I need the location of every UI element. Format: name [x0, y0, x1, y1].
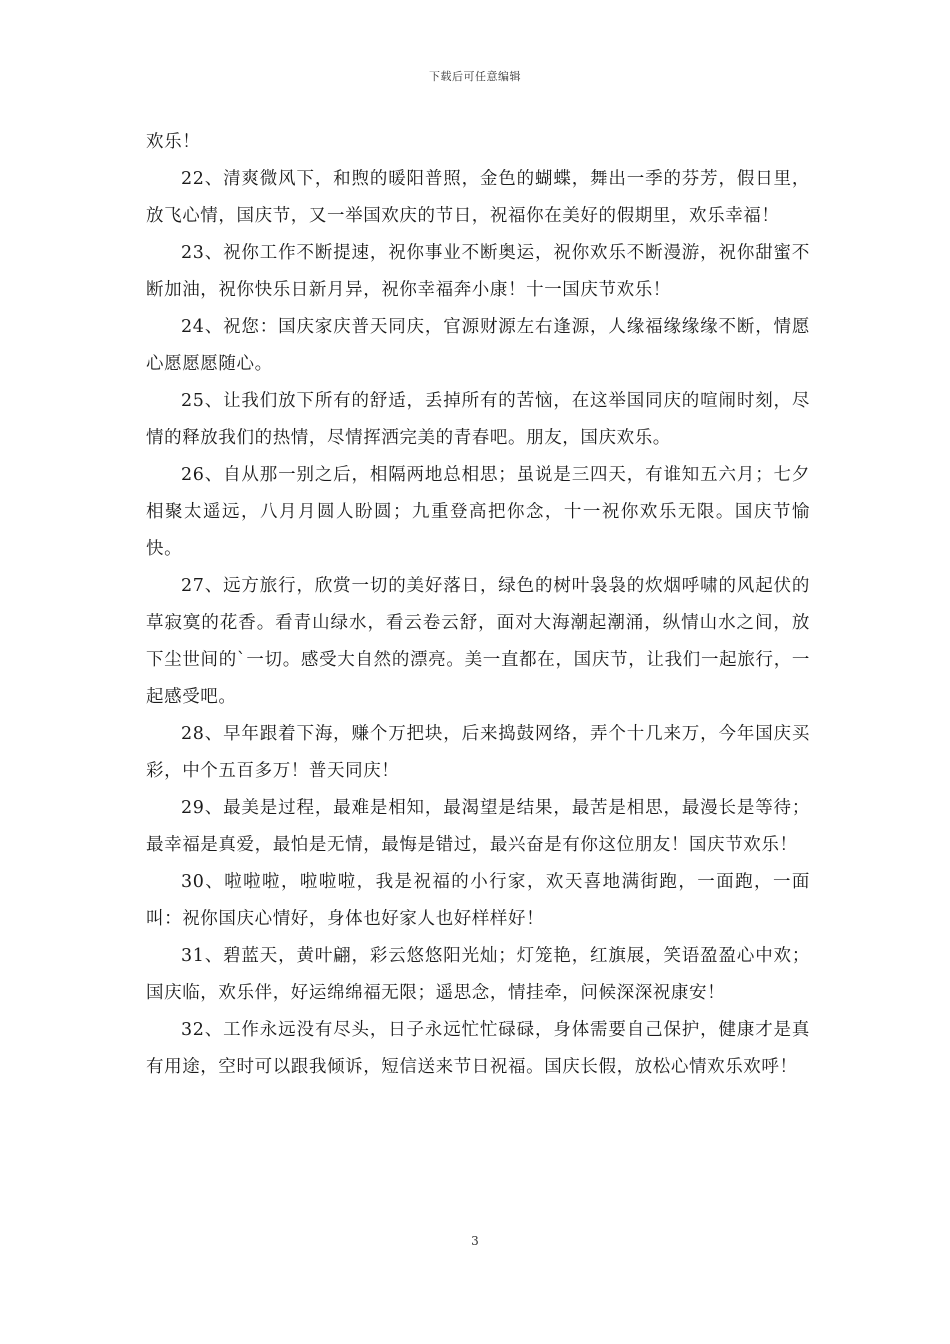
paragraph: 29、最美是过程，最难是相知，最渴望是结果，最苦是相思，最漫长是等待；最幸福是真爱，最怕是无情，最悔是错过，最兴奋是有你这位朋友！国庆节欢乐！ — [146, 798, 810, 855]
page-number: 3 — [471, 1234, 479, 1248]
page-header: 下载后可任意编辑 — [429, 70, 521, 83]
paragraph: 欢乐！ — [146, 132, 201, 152]
paragraph: 28、早年跟着下海，赚个万把块，后来捣鼓网络，弄个十几来万，今年国庆买彩，中个五百多万！普天同庆！ — [146, 724, 810, 781]
paragraph: 26、自从那一别之后，相隔两地总相思；虽说是三四天，有谁知五六月；七夕相聚太遥远，八月月圆人盼圆；九重登高把你念，十一祝你欢乐无限。国庆节愉快。 — [146, 465, 810, 559]
paragraph: 32、工作永远没有尽头，日子永远忙忙碌碌，身体需要自己保护，健康才是真有用途，空时可以跟我倾诉，短信送来节日祝福。国庆长假，放松心情欢乐欢呼！ — [146, 1020, 810, 1077]
paragraph: 31、碧蓝天，黄叶翩，彩云悠悠阳光灿；灯笼艳，红旗展，笑语盈盈心中欢；国庆临，欢乐伴，好运绵绵福无限；遥思念，情挂牵，问候深深祝康安！ — [146, 946, 810, 1003]
paragraph: 25、让我们放下所有的舒适，丢掉所有的苦恼，在这举国同庆的喧闹时刻，尽情的释放我们的热情，尽情挥洒完美的青春吧。朋友，国庆欢乐。 — [146, 391, 810, 448]
paragraph: 24、祝您：国庆家庆普天同庆，官源财源左右逢源，人缘福缘缘缘不断，情愿心愿愿愿随心。 — [146, 317, 810, 374]
paragraph: 22、清爽微风下，和煦的暖阳普照，金色的蝴蝶，舞出一季的芬芳，假日里，放飞心情，国庆节，又一举国欢庆的节日，祝福你在美好的假期里，欢乐幸福！ — [146, 169, 810, 226]
paragraph: 23、祝你工作不断提速，祝你事业不断奥运，祝你欢乐不断漫游，祝你甜蜜不断加油，祝你快乐日新月异，祝你幸福奔小康！十一国庆节欢乐！ — [146, 243, 810, 300]
paragraph: 27、远方旅行，欣赏一切的美好落日，绿色的树叶袅袅的炊烟呼啸的风起伏的草寂寞的花香。看青山绿水，看云卷云舒，面对大海潮起潮涌，纵情山水之间，放下尘世间的`一切。感受大自然的漂亮。美一直都在，国庆节，让我们一起旅行，一起感受吧。 — [146, 576, 810, 707]
paragraph: 30、啦啦啦，啦啦啦，我是祝福的小行家，欢天喜地满街跑，一面跑，一面叫：祝你国庆心情好，身体也好家人也好样样好！ — [146, 872, 810, 929]
document-body — [146, 124, 810, 1086]
